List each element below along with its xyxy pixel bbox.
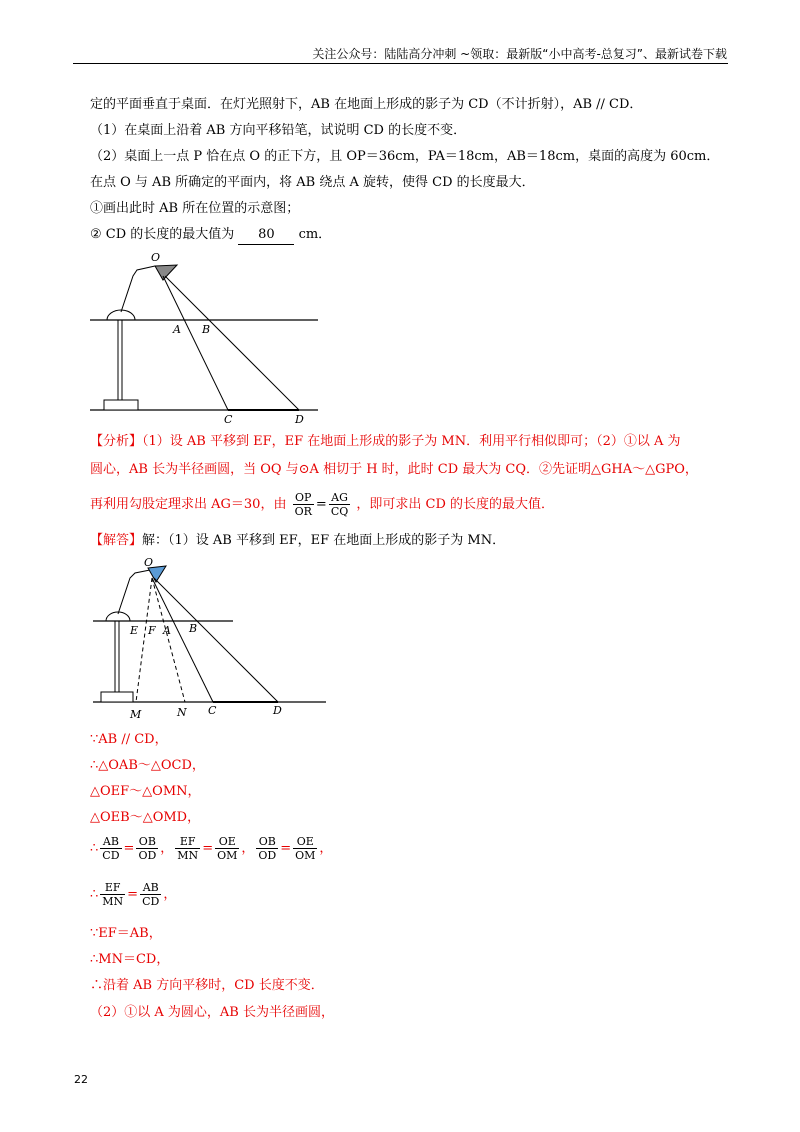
problem-line-3: （2）桌面上一点 P 恰在点 O 的正下方，且 OP＝36cm，PA＝18cm，AB＝18cm，桌面的高度为 60cm． (90, 149, 720, 164)
fraction-op-or: $\frac{OP}{OR}$ (294, 491, 312, 518)
solution-head: 【解答】 (90, 533, 143, 548)
solution-text: 解：（1）设 AB 平移到 EF，EF 在地面上形成的影子为 MN． (142, 533, 506, 548)
label-A: A (163, 624, 171, 637)
figure-lamp-shadow (85, 248, 325, 428)
step-6-proportion (90, 879, 176, 911)
analysis-line-2: 圆心，AB 长为半径画圆，当 OQ 与⊙A 相切于 H 时，此时 CD 最大为 CQ．②先证明△GHA～△GPO， (90, 462, 698, 477)
solution-line-1 (90, 532, 505, 550)
label-B: B (202, 323, 211, 336)
label-M: M (130, 708, 142, 721)
label-D: D (273, 704, 282, 717)
label-E: E (130, 624, 139, 637)
comma: ， (241, 841, 255, 856)
equals-sign: = (280, 841, 292, 856)
therefore-sign: ∴ (90, 841, 99, 856)
step-4: △OEB～△OMD， (90, 810, 201, 825)
ray-oc (163, 276, 228, 410)
step-9: ∴沿着 AB 方向平移时，CD 长度不变． (90, 978, 324, 993)
ray-oc (152, 578, 213, 702)
ray-om (136, 578, 152, 702)
problem-line-6 (90, 226, 331, 245)
step-5-proportions (90, 833, 332, 865)
answer-blank: 80 (238, 226, 294, 245)
therefore-sign: ∴ (90, 887, 99, 902)
problem-line-1: 定的平面垂直于桌面．在灯光照射下，AB 在地面上形成的影子为 CD（不计折射），AB // CD． (90, 97, 643, 112)
figure-solution (90, 556, 330, 722)
table-foot (104, 400, 138, 410)
label-D: D (295, 413, 304, 426)
label-A: A (173, 323, 181, 336)
ray-on (152, 578, 185, 702)
fraction: $\frac{AB}{CD}$ (142, 881, 160, 908)
fraction: $\frac{OB}{OD}$ (138, 835, 157, 862)
step-7: ∵EF＝AB， (90, 926, 162, 941)
lamp-arm (121, 266, 155, 312)
fraction: $\frac{OE}{OM}$ (295, 835, 316, 862)
step-1: ∵AB // CD， (90, 732, 168, 747)
unit-label: cm． (298, 227, 332, 242)
analysis-line-3 (90, 490, 554, 520)
label-O: O (144, 556, 154, 569)
step-10: （2）①以 A 为圆心，AB 长为半径画圆， (90, 1005, 334, 1020)
equals-sign: = (202, 841, 214, 856)
step-8: ∴MN＝CD， (90, 952, 170, 967)
analysis-line-1: 【分析】（1）设 AB 平移到 EF，EF 在地面上形成的影子为 MN．利用平行相似即可；（2）①以 A 为 (90, 434, 681, 449)
analysis-line-3-pre: 再利用勾股定理求出 AG＝30，由 (90, 497, 287, 512)
step-3: △OEF～△OMN， (90, 784, 201, 799)
problem-line-2: （1）在桌面上沿着 AB 方向平移铅笔，试说明 CD 的长度不变． (90, 123, 467, 138)
label-C: C (208, 704, 217, 717)
fraction: $\frac{EF}{MN}$ (177, 835, 199, 862)
page-header: 关注公众号：陆陆高分冲刺 ~领取：最新版“小中高考-总复习”、最新试卷下载 (312, 47, 727, 61)
equals-sign: = (123, 841, 135, 856)
comma: ， (163, 887, 177, 902)
question-2-label: ② CD 的长度的最大值为 (90, 227, 235, 242)
problem-line-4: 在点 O 与 AB 所确定的平面内，将 AB 绕点 A 旋转，使得 CD 的长度最大． (90, 175, 535, 190)
analysis-line-3-post: ，即可求出 CD 的长度的最大值． (356, 497, 555, 512)
label-O: O (151, 251, 161, 264)
fraction-ag-cq: $\frac{AG}{CQ}$ (330, 491, 349, 518)
label-N: N (177, 706, 187, 719)
table-foot (101, 692, 133, 702)
comma: ， (319, 841, 333, 856)
label-B: B (189, 622, 198, 635)
fraction: $\frac{OE}{OM}$ (217, 835, 238, 862)
equals-sign: = (127, 887, 139, 902)
ray-od (154, 578, 278, 702)
fraction: $\frac{EF}{MN}$ (102, 881, 124, 908)
comma: ， (160, 841, 174, 856)
lamp-arm (118, 570, 150, 614)
label-F: F (148, 624, 156, 637)
label-C: C (224, 413, 233, 426)
step-2: ∴△OAB～△OCD， (90, 758, 205, 773)
equals-sign: = (315, 497, 327, 512)
ray-od (165, 276, 299, 410)
lamp-head (155, 265, 177, 280)
problem-line-5: ①画出此时 AB 所在位置的示意图； (90, 201, 300, 216)
fraction: $\frac{OB}{OD}$ (258, 835, 277, 862)
page-number: 22 (74, 1073, 88, 1086)
fraction: $\frac{AB}{CD}$ (102, 835, 120, 862)
header-rule (73, 63, 728, 64)
